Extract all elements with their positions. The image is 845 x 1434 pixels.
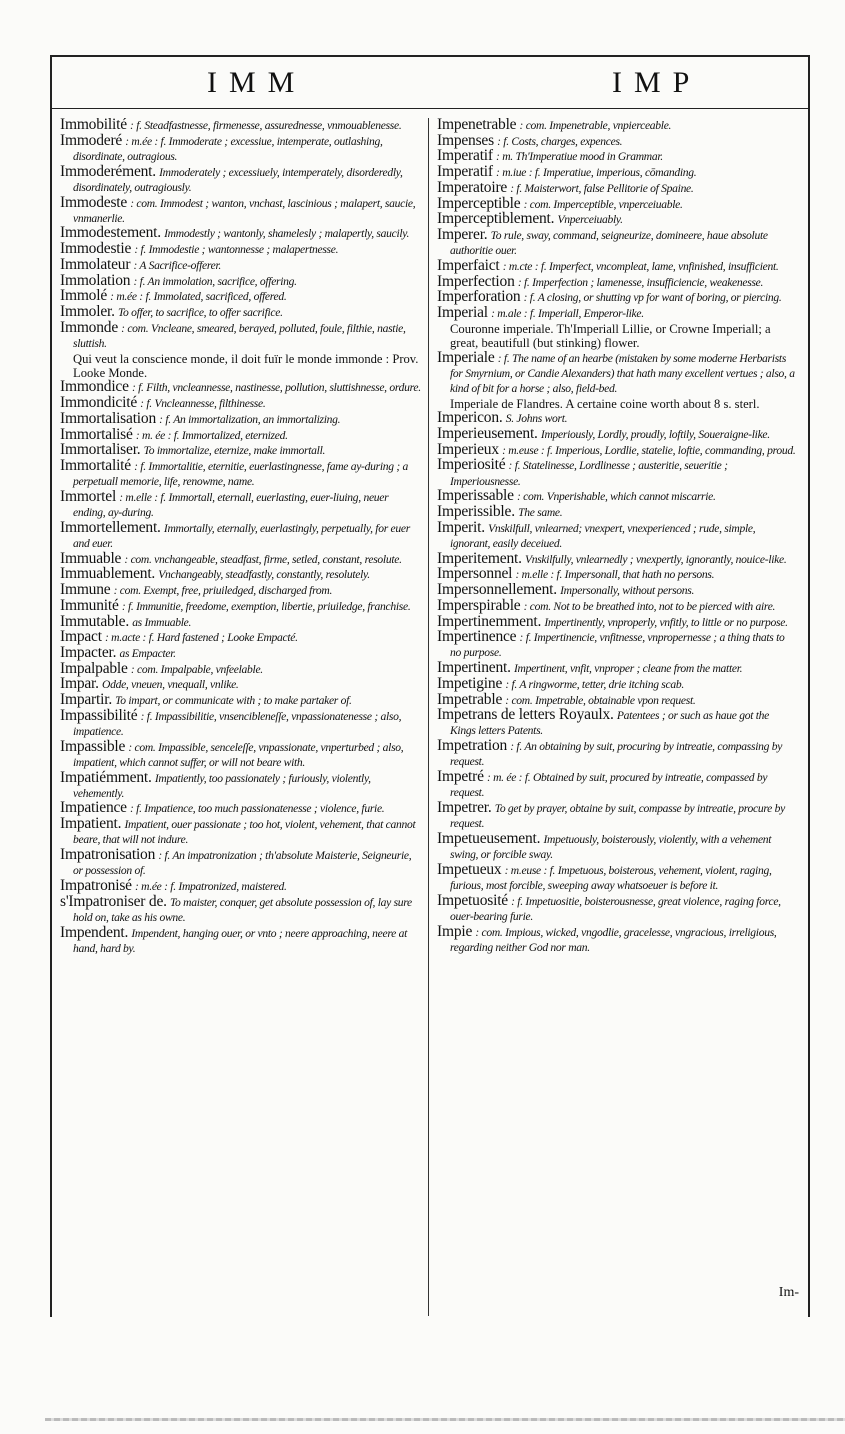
dictionary-entry bbox=[437, 505, 797, 520]
definition: : m. ée : f. Immortalized, eternized. bbox=[135, 428, 288, 442]
dictionary-entry bbox=[437, 708, 797, 738]
headword: Imperatif bbox=[437, 163, 493, 181]
headword: Impendent. bbox=[60, 923, 129, 941]
definition: : f. Statelinesse, Lordlinesse ; austeritie, seueritie ; Imperiousnesse. bbox=[450, 459, 728, 488]
headword: Impertinemment. bbox=[437, 612, 542, 630]
definition: : f. Immortalitie, eternitie, euerlastingnesse, fame ay-during ; a perpetuall memorie, life, renowme, name. bbox=[73, 459, 408, 489]
definition: : com. Immodest ; wanton, vnchast, lascinious ; malapert, saucie, vnmanerlie. bbox=[73, 196, 416, 225]
dictionary-entry bbox=[60, 487, 422, 520]
definition: : f. Impatience, too much passionatenesse ; violence, furie. bbox=[130, 802, 385, 816]
definition: Vnskilfully, vnlearnedly ; vnexpertly, ignorantly, nouice-like. bbox=[524, 552, 787, 566]
dictionary-entry bbox=[437, 829, 797, 862]
headword: Imperspirable bbox=[437, 596, 521, 614]
headword: Impetrable bbox=[437, 690, 503, 708]
headword: Impetuosité bbox=[437, 891, 508, 909]
definition: : m. ée : f. Obtained by suit, procured by intreatie, compassed by request. bbox=[450, 771, 768, 800]
dictionary-entry bbox=[60, 817, 422, 847]
definition: To immortalize, eternize, make immortall. bbox=[143, 444, 326, 458]
definition: : f. An impatronization ; th'absolute Maisterie, Seigneurie, or possession of. bbox=[73, 849, 412, 878]
column-divider bbox=[428, 118, 429, 1316]
headword: Impacter. bbox=[60, 643, 117, 661]
definition: : f. An immolation, sacrifice, offering. bbox=[133, 274, 297, 288]
headword: Imperiale bbox=[437, 348, 495, 366]
headword: Immoler. bbox=[60, 302, 115, 320]
definition: : f. Costs, charges, expences. bbox=[497, 134, 623, 148]
dictionary-entry bbox=[437, 322, 797, 350]
left-column bbox=[60, 118, 422, 1318]
definition: Vnperceiuably. bbox=[557, 213, 623, 227]
dictionary-entry bbox=[60, 271, 422, 289]
dictionary-entry bbox=[60, 612, 422, 630]
dictionary-entry bbox=[60, 162, 422, 195]
definition: Immoderately ; excessiuely, intemperately, disorderedly, disordinately, outragiously. bbox=[73, 165, 403, 194]
header-right: IMP bbox=[612, 66, 702, 99]
definition: : f. Steadfastnesse, firmenesse, assurednesse, vnmouablenesse. bbox=[130, 119, 402, 132]
right-column bbox=[437, 118, 797, 1318]
dictionary-entry bbox=[60, 456, 422, 489]
dictionary-entry bbox=[437, 290, 797, 305]
headword: Immutable. bbox=[60, 612, 130, 630]
sub-entry-text: Couronne imperiale. Th'Imperiall Lillie, or Crowne Imperiall; a great, beautifull (but stinking) flower. bbox=[450, 321, 771, 350]
headword: Impenetrable bbox=[437, 118, 517, 133]
definition: Impatiently, too passionately ; furiously, violently, vehemently. bbox=[73, 771, 371, 800]
headword: Impetigine bbox=[437, 674, 503, 692]
definition: : f. Imperfection ; lamenesse, insufficiencie, weakenesse. bbox=[517, 275, 764, 289]
definition: : m.ale : f. Imperiall, Emperor-like. bbox=[491, 306, 644, 320]
headword: Impar. bbox=[60, 675, 99, 693]
headword: Impatient. bbox=[60, 815, 122, 833]
headword: Immoderément. bbox=[60, 162, 156, 180]
headword: Imperfaict bbox=[437, 256, 500, 274]
headword: Impersonnel bbox=[437, 565, 513, 583]
definition: To get by prayer, obtaine by suit, compasse by intreatie, procure by request. bbox=[450, 801, 785, 831]
dictionary-entry bbox=[60, 352, 422, 380]
running-header bbox=[52, 58, 808, 109]
headword: Impetrer. bbox=[437, 798, 492, 816]
headword: Immondice bbox=[60, 378, 129, 396]
definition: : com. vnchangeable, steadfast, firme, setled, constant, resolute. bbox=[124, 552, 402, 566]
definition: : m.ée : f. Immolated, sacrificed, offered. bbox=[110, 290, 287, 304]
definition: : m.acte : f. Hard fastened ; Looke Empacté. bbox=[105, 631, 298, 645]
definition: Vnskilfull, vnlearned; vnexpert, vnexperienced ; rude, simple, ignorant, easily deceiued. bbox=[450, 521, 756, 550]
dictionary-entry bbox=[437, 922, 797, 955]
headword: Immortellement. bbox=[60, 518, 161, 536]
dictionary-entry bbox=[437, 225, 797, 258]
dictionary-entry bbox=[437, 348, 797, 397]
definition: : com. Not to be breathed into, not to be pierced with aire. bbox=[523, 599, 776, 613]
definition: Vnchangeably, steadfastly, constantly, resolutely. bbox=[158, 568, 370, 582]
definition: : f. Impassibilitie, vnsencibleneſſe, vnpassionatenesse ; also, impatience. bbox=[73, 709, 402, 738]
dictionary-entry bbox=[60, 677, 422, 692]
dictionary-entry bbox=[60, 848, 422, 878]
headword: Imperitement. bbox=[437, 549, 522, 567]
sub-entry-text: Imperiale de Flandres. A certaine coine worth about 8 s. sterl. bbox=[450, 396, 760, 411]
headword: Immortalisation bbox=[60, 409, 157, 427]
headword: Imperial bbox=[437, 303, 488, 321]
definition: To rule, sway, command, seigneurize, domineere, haue absolute authoritie ouer. bbox=[450, 228, 768, 258]
headword: Imperer. bbox=[437, 225, 488, 243]
definition: : A Sacrifice-offerer. bbox=[133, 258, 221, 272]
definition: : f. A ringworme, tetter, drie itching scab. bbox=[505, 677, 684, 691]
definition: To offer, to sacrifice, to offer sacrifice. bbox=[117, 305, 283, 319]
definition: : com. Vnperishable, which cannot miscarrie. bbox=[516, 490, 716, 504]
headword: Imperceptiblement. bbox=[437, 210, 555, 228]
definition: : f. Impetuositie, boisterousnesse, great violence, raging force, ouer-bearing furie. bbox=[450, 894, 781, 923]
headword: Impie bbox=[437, 922, 473, 940]
definition: : f. Impertinencie, vnfitnesse, vnpropernesse ; a thing thats to no purpose. bbox=[450, 631, 785, 660]
definition: : f. An obtaining by suit, procuring by intreatie, compassing by request. bbox=[450, 740, 783, 769]
definition: : com. Exempt, free, priuiledged, discharged from. bbox=[113, 584, 333, 598]
headword: Immortaliser. bbox=[60, 441, 141, 459]
definition: : m.elle : f. Immortall, eternall, euerlasting, euer-liuing, neuer ending, ay-during. bbox=[73, 490, 389, 520]
definition: : com. Vncleane, smeared, berayed, polluted, foule, filthie, nastie, sluttish. bbox=[73, 321, 406, 350]
headword: Immortalisé bbox=[60, 425, 133, 443]
headword: Imperatoire bbox=[437, 178, 508, 196]
definition: To impart, or communicate with ; to make partaker of. bbox=[115, 694, 352, 708]
definition: : com. Imperceptible, vnperceiuable. bbox=[523, 197, 683, 211]
headword: Impassibilité bbox=[60, 706, 138, 724]
headword: Imperfection bbox=[437, 272, 515, 290]
headword: Imperieux bbox=[437, 440, 499, 458]
definition: The same. bbox=[518, 506, 563, 520]
headword: Impertinent. bbox=[437, 659, 511, 677]
definition: : f. Filth, vncleannesse, nastinesse, pollution, sluttishnesse, ordure. bbox=[131, 381, 421, 395]
definition: : f. An immortalization, an immortalizing. bbox=[159, 412, 341, 426]
headword: Immodeste bbox=[60, 193, 128, 211]
headword: Impetrans de letters Royaulx. bbox=[437, 706, 614, 724]
headword: Imperissible. bbox=[437, 503, 515, 521]
headword: Imperiosité bbox=[437, 456, 506, 474]
dictionary-entry bbox=[437, 770, 797, 800]
catchword: Im- bbox=[778, 1285, 799, 1300]
definition: : m.cte : f. Imperfect, vncompleat, lame, vnfinished, insufficient. bbox=[502, 259, 779, 273]
headword: Impassible bbox=[60, 737, 126, 755]
headword: Impatronisé bbox=[60, 876, 132, 894]
dictionary-entry bbox=[60, 706, 422, 739]
definition: : m.elle : f. Impersonall, that hath no persons. bbox=[515, 568, 715, 582]
definition: Impendent, hanging ouer, or vnto ; neere approaching, neere at hand, hard by. bbox=[73, 926, 408, 955]
definition: : f. Vncleannesse, filthinesse. bbox=[140, 397, 266, 411]
headword: Impenses bbox=[437, 131, 494, 149]
headword: Imperforation bbox=[437, 288, 521, 306]
definition: : m.ée : f. Impatronized, maistered. bbox=[135, 879, 287, 893]
definition: : com. Impenetrable, vnpierceable. bbox=[519, 119, 672, 132]
headword: Immolateur bbox=[60, 255, 131, 273]
headword: Immuablement. bbox=[60, 565, 156, 583]
headword: Impartir. bbox=[60, 691, 113, 709]
headword: Impetueux bbox=[437, 860, 502, 878]
headword: Impatience bbox=[60, 799, 127, 817]
headword: Immolation bbox=[60, 271, 131, 289]
headword: Immunité bbox=[60, 596, 119, 614]
headword: Immuable bbox=[60, 549, 122, 567]
headword: Immobilité bbox=[60, 118, 127, 133]
definition: Immortally, eternally, euerlastingly, perpetually, for euer and euer. bbox=[73, 521, 410, 550]
headword: Immoderé bbox=[60, 131, 123, 149]
scan-edge bbox=[45, 1418, 845, 1421]
dictionary-entry bbox=[437, 860, 797, 893]
headword: Immondicité bbox=[60, 394, 138, 412]
headword: Imperceptible bbox=[437, 194, 521, 212]
headword: Impatiémment. bbox=[60, 768, 152, 786]
definition: as Empacter. bbox=[119, 646, 176, 660]
sub-entry-text: Qui veut la conscience monde, il doit fuïr le monde immonde : Prov. Looke Monde. bbox=[73, 351, 419, 380]
headword: Impersonnellement. bbox=[437, 581, 557, 599]
definition: Odde, vneuen, vnequall, vnlike. bbox=[102, 678, 239, 692]
dictionary-entry bbox=[437, 458, 797, 488]
dictionary-entry bbox=[60, 193, 422, 226]
headword: Imperissable bbox=[437, 487, 514, 505]
dictionary-entry bbox=[437, 891, 797, 924]
headword: Impatronisation bbox=[60, 846, 156, 864]
definition: : f. Immodestie ; wantonnesse ; malapertnesse. bbox=[134, 243, 339, 257]
dictionary-entry bbox=[60, 131, 422, 164]
headword: Impertinence bbox=[437, 628, 517, 646]
definition: Impertinently, vnproperly, vnfitly, to little or no purpose. bbox=[544, 615, 788, 629]
headword: Imperit. bbox=[437, 518, 485, 536]
headword: Impericon. bbox=[437, 409, 503, 427]
headword: s'Impatroniser de. bbox=[60, 892, 167, 910]
definition: S. Johns wort. bbox=[505, 412, 568, 426]
headword: Impact bbox=[60, 628, 102, 646]
dictionary-entry bbox=[437, 798, 797, 831]
definition: Imperiously, Lordly, proudly, loftily, Soueraigne-like. bbox=[540, 428, 770, 442]
definition: Immodestly ; wantonly, shamelesly ; malapertly, saucily. bbox=[164, 227, 410, 241]
dictionary-entry bbox=[60, 892, 422, 925]
dictionary-entry bbox=[437, 630, 797, 660]
definition: Impetuously, boisterously, violently, with a vehement swing, or forcible sway. bbox=[450, 832, 772, 862]
definition: as Immuable. bbox=[132, 615, 192, 629]
definition: : com. Impalpable, vnfeelable. bbox=[130, 662, 263, 676]
definition: : m.euse : f. Impetuous, boisterous, vehement, violent, raging, furious, most forcible, sweeping away whatsoeuer is before it. bbox=[450, 863, 772, 892]
definition: Patentees ; or such as haue got the Kings letters Patents. bbox=[450, 709, 769, 738]
dictionary-entry bbox=[60, 518, 422, 551]
definition: : m.ée : f. Immoderate ; excessiue, intemperate, outlashing, disordinate, outragious. bbox=[73, 134, 383, 163]
dictionary-entry bbox=[437, 303, 797, 321]
dictionary-entry bbox=[437, 739, 797, 769]
dictionary-entry bbox=[60, 318, 422, 351]
definition: Impatient, ouer passionate ; too hot, violent, vehement, that cannot beare, that will not indure. bbox=[73, 818, 416, 847]
definition: : m.iue : f. Imperatiue, imperious, cōmanding. bbox=[496, 166, 697, 180]
definition: : m. Th'Imperatiue mood in Grammar. bbox=[496, 150, 663, 164]
definition: Impersonally, without persons. bbox=[560, 584, 695, 598]
headword: Impalpable bbox=[60, 659, 128, 677]
dictionary-entry bbox=[60, 567, 422, 582]
dictionary-entry bbox=[60, 659, 422, 677]
definition: : f. Maisterwort, false Pellitorie of Spaine. bbox=[510, 181, 694, 195]
headword: Impetré bbox=[437, 768, 484, 786]
definition: To maister, conquer, get absolute possession of, lay sure hold on, take as his owne. bbox=[73, 895, 412, 924]
headword: Imperieusement. bbox=[437, 425, 538, 443]
dictionary-entry bbox=[60, 768, 422, 801]
headword: Immodestie bbox=[60, 240, 132, 258]
headword: Immonde bbox=[60, 318, 119, 336]
headword: Immortalité bbox=[60, 456, 131, 474]
definition: : f. The name of an hearbe (mistaken by some moderne Herbarists for Smyrnium, or Candie Alexanders) that hath many excellent vertues ; also, a kind of bit for a horse ; also, field-bed. bbox=[450, 351, 795, 395]
definition: : m.euse : f. Imperious, Lordlie, statelie, loftie, commanding, proud. bbox=[502, 443, 796, 457]
headword: Impetration bbox=[437, 737, 508, 755]
headword: Immodestement. bbox=[60, 224, 161, 242]
definition: : f. A closing, or shutting vp for want of boring, or piercing. bbox=[523, 291, 782, 305]
headword: Immune bbox=[60, 581, 111, 599]
definition: Impertinent, vnfit, vnproper ; cleane from the matter. bbox=[513, 662, 743, 676]
headword: Imperatif bbox=[437, 147, 493, 165]
dictionary-entry bbox=[60, 737, 422, 770]
headword: Impetueusement. bbox=[437, 829, 541, 847]
dictionary-entry bbox=[437, 518, 797, 551]
definition: : com. Impetrable, obtainable vpon request. bbox=[505, 693, 696, 707]
definition: : f. Immunitie, freedome, exemption, libertie, priuiledge, franchise. bbox=[121, 599, 411, 613]
headword: Immortel bbox=[60, 487, 117, 505]
definition: : com. Impious, wicked, vngodlie, gracelesse, vngracious, irreligious, regarding neither God nor man. bbox=[450, 925, 777, 954]
header-left: IMM bbox=[207, 66, 307, 99]
dictionary-entry bbox=[60, 923, 422, 956]
headword: Immolé bbox=[60, 287, 108, 305]
definition: : com. Impassible, senceleſſe, vnpassionate, vnperturbed ; also, impatient, which cannot suffer, or will not beare with. bbox=[73, 740, 404, 769]
dictionary-entry bbox=[437, 212, 797, 227]
